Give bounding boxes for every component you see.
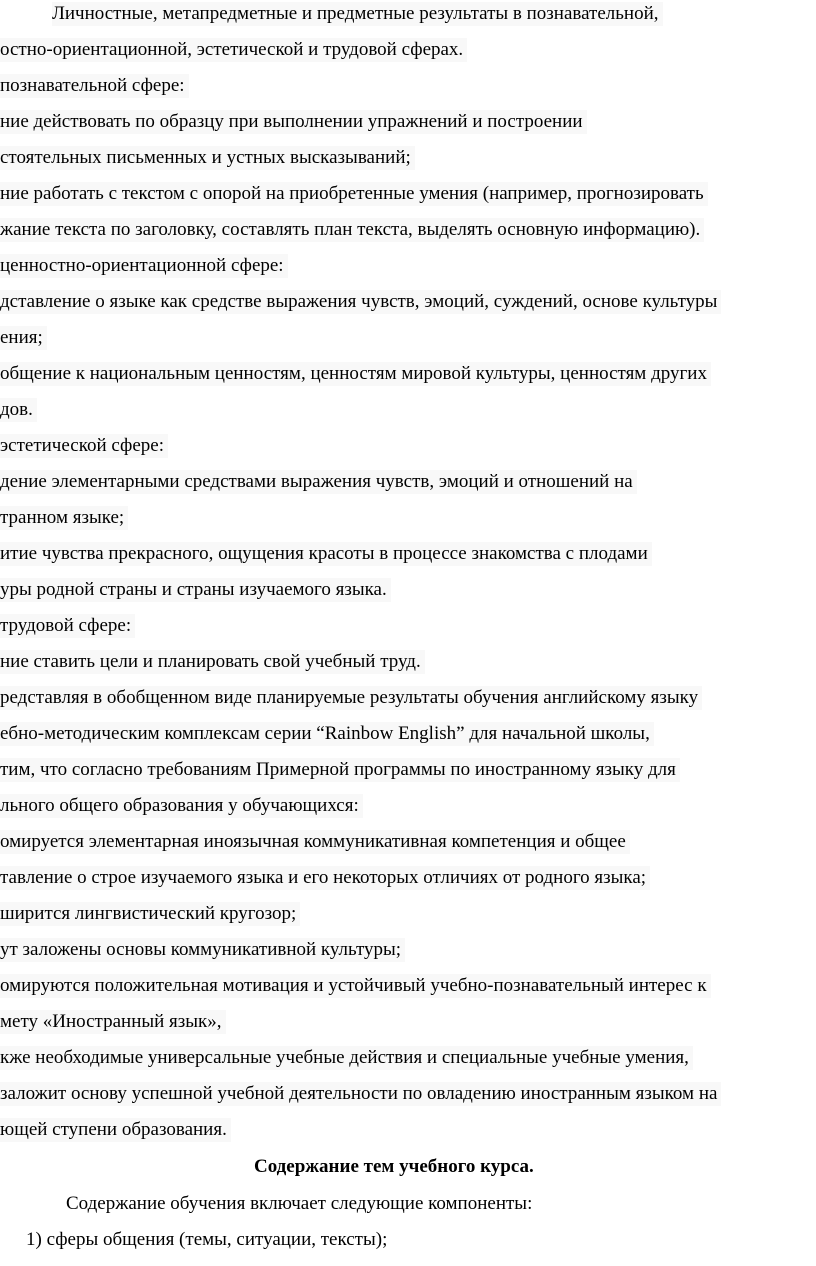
text-line: ние ставить цели и планировать свой учебный труд. — [0, 650, 425, 674]
text-line: заложит основу успешной учебной деятельности по овладению иностранным языком на — [0, 1082, 721, 1106]
text-line: тим, что согласно требованиям Примерной программы по иностранному языку для — [0, 758, 680, 782]
text-line: транном языке; — [0, 506, 128, 530]
text-line: общение к национальным ценностям, ценностям мировой культуры, ценностям других — [0, 362, 711, 386]
text-line: ние действовать по образцу при выполнении упражнений и построении — [0, 110, 587, 134]
text-line: кже необходимые универсальные учебные действия и специальные учебные умения, — [0, 1046, 693, 1070]
text-line: ширится лингвистический кругозор; — [0, 902, 300, 926]
text-line: дение элементарными средствами выражения чувств, эмоций и отношений на — [0, 470, 637, 494]
text-line: дов. — [0, 398, 37, 422]
text-line: трудовой сфере: — [0, 614, 135, 638]
text-line: ебно-методическим комплексам серии “Rainbow English” для начальной школы, — [0, 722, 654, 746]
text-line: омируются положительная мотивация и устойчивый учебно-познавательный интерес к — [0, 974, 711, 998]
section-heading: Содержание тем учебного курса. — [254, 1155, 538, 1179]
text-line: ценностно-ориентационной сфере: — [0, 254, 288, 278]
text-line: редставляя в обобщенном виде планируемые результаты обучения английскому языку — [0, 686, 702, 710]
text-line: ут заложены основы коммуникативной культуры; — [0, 938, 405, 962]
text-line: омируется элементарная иноязычная коммуникативная компетенция и общее — [0, 830, 630, 854]
text-line: остно-ориентационной, эстетической и трудовой сферах. — [0, 38, 467, 62]
text-line: итие чувства прекрасного, ощущения красоты в процессе знакомства с плодами — [0, 542, 652, 566]
text-line: стоятельных письменных и устных высказываний; — [0, 146, 415, 170]
text-line: ющей ступени образования. — [0, 1118, 231, 1142]
text-line: жание текста по заголовку, составлять план текста, выделять основную информацию). — [0, 218, 704, 242]
text-line: дставление о языке как средстве выражения чувств, эмоций, суждений, основе культуры — [0, 290, 721, 314]
text-line: мету «Иностранный язык», — [0, 1010, 226, 1034]
list-item: 1) сферы общения (темы, ситуации, тексты); — [26, 1228, 391, 1252]
paragraph-text: Содержание обучения включает следующие компоненты: — [66, 1192, 536, 1216]
text-line: уры родной страны и страны изучаемого языка. — [0, 578, 391, 602]
text-line: эстетической сфере: — [0, 434, 168, 458]
text-line: тавление о строе изучаемого языка и его некоторых отличиях от родного языка; — [0, 866, 650, 890]
text-line: ения; — [0, 326, 47, 350]
text-line: Личностные, метапредметные и предметные результаты в познавательной, — [52, 2, 663, 26]
text-line: льного общего образования у обучающихся: — [0, 794, 363, 818]
text-line: ние работать с текстом с опорой на приобретенные умения (например, прогнозировать — [0, 182, 708, 206]
text-line: познавательной сфере: — [0, 74, 189, 98]
